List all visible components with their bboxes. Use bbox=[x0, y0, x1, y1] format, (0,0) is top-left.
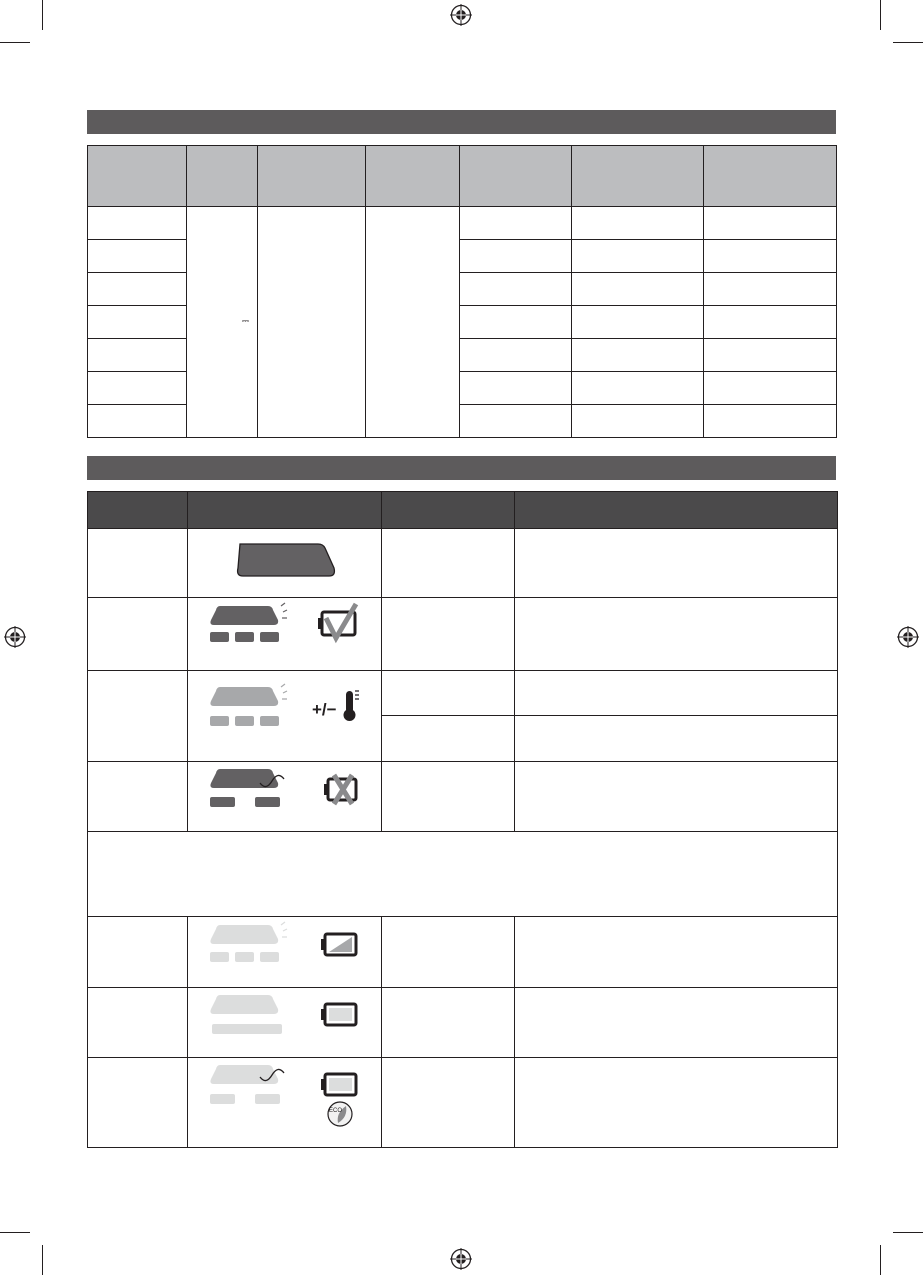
status-cell bbox=[382, 1058, 515, 1148]
crop-mark bbox=[893, 42, 923, 43]
crop-mark bbox=[42, 1245, 43, 1275]
model-cell bbox=[88, 405, 187, 438]
table-cell bbox=[704, 240, 837, 273]
table-row bbox=[88, 762, 838, 832]
table-cell bbox=[704, 273, 837, 306]
model-cell bbox=[88, 273, 187, 306]
table-row bbox=[88, 598, 838, 671]
output-cell bbox=[366, 207, 460, 438]
column-header bbox=[382, 492, 515, 529]
crop-mark bbox=[0, 1232, 30, 1233]
table-cell bbox=[704, 339, 837, 372]
model-cell bbox=[88, 207, 187, 240]
table-cell bbox=[460, 306, 572, 339]
registration-mark-icon bbox=[450, 1248, 472, 1270]
dc-symbol-icon: ⎓ bbox=[241, 316, 249, 327]
table-cell bbox=[572, 207, 704, 240]
indicator-cell bbox=[188, 598, 382, 671]
charging-partial-battery-icon bbox=[188, 917, 382, 987]
table-cell bbox=[572, 405, 704, 438]
column-header bbox=[187, 146, 258, 207]
table-cell bbox=[460, 405, 572, 438]
description-cell bbox=[515, 762, 838, 832]
model-cell bbox=[88, 372, 187, 405]
crop-mark bbox=[880, 0, 881, 30]
indicator-table bbox=[87, 491, 838, 1148]
status-cell bbox=[382, 671, 515, 716]
table-header-row bbox=[88, 146, 837, 207]
table-cell bbox=[88, 671, 188, 762]
table-row bbox=[88, 671, 838, 716]
table-cell bbox=[572, 273, 704, 306]
section-header-bar bbox=[87, 110, 836, 134]
table-cell bbox=[460, 207, 572, 240]
description-cell bbox=[515, 529, 838, 598]
eco-mode-icon bbox=[188, 1059, 382, 1147]
registration-mark-icon bbox=[897, 626, 919, 648]
description-cell bbox=[515, 598, 838, 671]
status-cell bbox=[382, 917, 515, 988]
registration-mark-icon bbox=[450, 4, 472, 26]
fault-led-battery-x-icon bbox=[188, 763, 382, 831]
input-cell bbox=[258, 207, 366, 438]
status-cell bbox=[382, 762, 515, 832]
table-cell bbox=[572, 339, 704, 372]
specification-table bbox=[87, 145, 837, 438]
table-cell bbox=[572, 306, 704, 339]
table-cell bbox=[460, 273, 572, 306]
note-cell bbox=[88, 832, 838, 917]
table-cell bbox=[704, 372, 837, 405]
table-cell bbox=[460, 240, 572, 273]
column-header bbox=[704, 146, 837, 207]
table-cell bbox=[704, 207, 837, 240]
full-battery-icon bbox=[188, 989, 382, 1057]
temperature-led-icon bbox=[188, 671, 382, 761]
eco-label: ECO bbox=[329, 1107, 343, 1114]
column-header bbox=[188, 492, 382, 529]
table-cell bbox=[460, 372, 572, 405]
description-cell bbox=[515, 1058, 838, 1148]
column-header bbox=[258, 146, 366, 207]
table-cell bbox=[704, 306, 837, 339]
table-cell bbox=[88, 988, 188, 1058]
registration-mark-icon bbox=[4, 626, 26, 648]
crop-mark bbox=[42, 0, 43, 30]
table-cell bbox=[460, 339, 572, 372]
svg-text:+/−: +/− bbox=[312, 700, 337, 719]
description-cell bbox=[515, 988, 838, 1058]
table-cell bbox=[88, 1058, 188, 1148]
column-header bbox=[460, 146, 572, 207]
table-row bbox=[88, 207, 837, 240]
indicator-cell bbox=[188, 671, 382, 762]
voltage-cell bbox=[187, 207, 258, 438]
status-cell bbox=[382, 529, 515, 598]
column-header bbox=[572, 146, 704, 207]
indicator-cell bbox=[188, 917, 382, 988]
status-cell bbox=[382, 598, 515, 671]
table-header-row bbox=[88, 492, 838, 529]
section-header-bar bbox=[87, 456, 836, 480]
model-cell bbox=[88, 306, 187, 339]
table-cell bbox=[88, 762, 188, 832]
table-row bbox=[88, 832, 838, 917]
description-cell bbox=[515, 716, 838, 762]
status-cell bbox=[382, 716, 515, 762]
crop-mark bbox=[880, 1245, 881, 1275]
table-cell bbox=[572, 240, 704, 273]
table-cell bbox=[88, 598, 188, 671]
table-row bbox=[88, 529, 838, 598]
indicator-cell bbox=[188, 1058, 382, 1148]
table-row bbox=[88, 917, 838, 988]
table-cell bbox=[704, 405, 837, 438]
table-cell bbox=[88, 529, 188, 598]
model-cell bbox=[88, 339, 187, 372]
description-cell bbox=[515, 671, 838, 716]
description-cell bbox=[515, 917, 838, 988]
column-header bbox=[515, 492, 838, 529]
table-row bbox=[88, 988, 838, 1058]
column-header bbox=[88, 492, 188, 529]
column-header bbox=[366, 146, 460, 207]
crop-mark bbox=[893, 1232, 923, 1233]
crop-mark bbox=[0, 42, 30, 43]
indicator-cell bbox=[188, 988, 382, 1058]
charging-led-battery-check-icon bbox=[188, 598, 382, 670]
model-cell bbox=[88, 240, 187, 273]
table-cell bbox=[88, 917, 188, 988]
column-header bbox=[88, 146, 187, 207]
charger-plug-icon bbox=[188, 529, 382, 597]
indicator-cell bbox=[188, 529, 382, 598]
indicator-cell bbox=[188, 762, 382, 832]
status-cell bbox=[382, 988, 515, 1058]
table-row bbox=[88, 1058, 838, 1148]
table-cell bbox=[572, 372, 704, 405]
